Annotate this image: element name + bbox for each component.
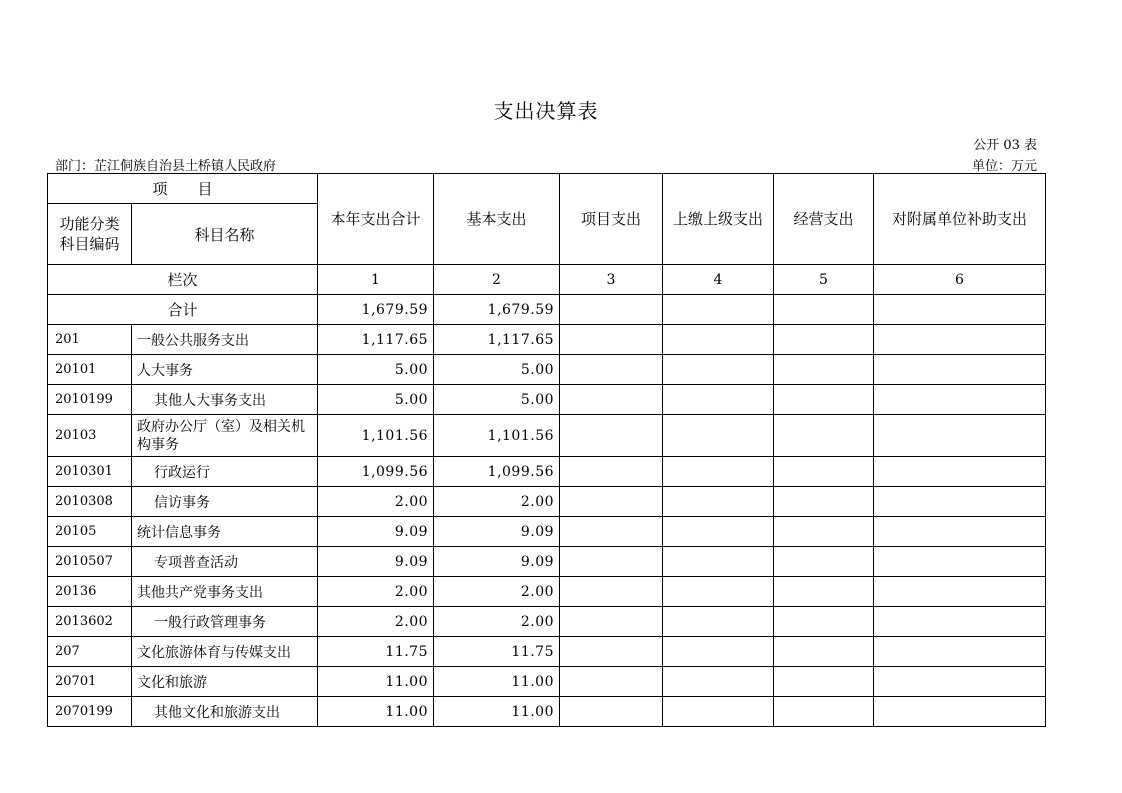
subject-name: 其他共产党事务支出 [132,577,318,607]
header-col-3: 项目支出 [560,174,663,265]
subject-name: 其他文化和旅游支出 [132,697,318,727]
form-code: 公开 03 表 [973,138,1037,153]
table-row [48,637,1046,667]
amount-cell [663,325,774,355]
total-row [48,295,1046,325]
header-col-1: 本年支出合计 [318,174,434,265]
amount-cell [663,667,774,697]
table-row [48,415,1046,457]
subject-code: 2010199 [48,385,132,415]
amount-cell: 9.09 [318,517,434,547]
table-row [48,547,1046,577]
subject-code: 2010308 [48,487,132,517]
amount-cell [874,637,1046,667]
amount-cell: 1,117.65 [434,325,560,355]
amount-cell: 2.00 [318,577,434,607]
subject-name: 统计信息事务 [132,517,318,547]
amount-cell: 5.00 [318,355,434,385]
subject-code: 2010301 [48,457,132,487]
total-label: 合计 [48,295,318,325]
column-number: 3 [560,265,663,295]
amount-cell: 5.00 [318,385,434,415]
subject-name: 政府办公厅（室）及相关机构事务 [132,415,318,457]
amount-cell [774,667,874,697]
amount-cell: 2.00 [434,607,560,637]
subject-code: 207 [48,637,132,667]
subject-name: 行政运行 [132,457,318,487]
header-item: 项 目 [48,174,318,204]
total-value [874,295,1046,325]
subject-code: 2070199 [48,697,132,727]
department-label: 部门：芷江侗族自治县土桥镇人民政府 [55,159,277,174]
amount-cell: 11.00 [318,697,434,727]
subject-name: 人大事务 [132,355,318,385]
amount-cell: 11.00 [318,667,434,697]
table-row [48,667,1046,697]
amount-cell [874,667,1046,697]
amount-cell [560,607,663,637]
amount-cell [874,415,1046,457]
column-number: 1 [318,265,434,295]
amount-cell: 2.00 [318,487,434,517]
amount-cell: 11.00 [434,697,560,727]
amount-cell [774,577,874,607]
amount-cell [560,697,663,727]
amount-cell [663,577,774,607]
header-col-2: 基本支出 [434,174,560,265]
amount-cell [774,355,874,385]
amount-cell [774,385,874,415]
amount-cell: 1,101.56 [318,415,434,457]
amount-cell [560,415,663,457]
table-row [48,385,1046,415]
row-label: 栏次 [48,265,318,295]
amount-cell [874,487,1046,517]
amount-cell [663,355,774,385]
subject-code: 20105 [48,517,132,547]
amount-cell [874,457,1046,487]
subject-name: 一般行政管理事务 [132,607,318,637]
amount-cell [560,355,663,385]
column-number: 6 [874,265,1046,295]
amount-cell [663,637,774,667]
amount-cell: 2.00 [434,487,560,517]
subject-name: 文化旅游体育与传媒支出 [132,637,318,667]
unit-label: 单位：万元 [971,159,1037,174]
amount-cell [663,487,774,517]
amount-cell [560,385,663,415]
table-row [48,517,1046,547]
amount-cell [774,637,874,667]
amount-cell [774,457,874,487]
column-number: 2 [434,265,560,295]
subject-name: 信访事务 [132,487,318,517]
amount-cell [774,487,874,517]
amount-cell: 1,099.56 [318,457,434,487]
subject-code: 2010507 [48,547,132,577]
amount-cell [663,607,774,637]
amount-cell [560,325,663,355]
amount-cell [874,577,1046,607]
total-value: 1,679.59 [434,295,560,325]
amount-cell [560,667,663,697]
amount-cell: 1,099.56 [434,457,560,487]
header-col-5: 经营支出 [774,174,874,265]
amount-cell: 9.09 [434,547,560,577]
subject-code: 20103 [48,415,132,457]
column-number: 5 [774,265,874,295]
total-value: 1,679.59 [318,295,434,325]
amount-cell [874,697,1046,727]
amount-cell [774,547,874,577]
expenditure-table [47,173,1046,727]
amount-cell [874,355,1046,385]
amount-cell: 9.09 [318,547,434,577]
table-row [48,487,1046,517]
amount-cell [874,547,1046,577]
amount-cell [663,457,774,487]
amount-cell: 1,117.65 [318,325,434,355]
total-value [774,295,874,325]
amount-cell: 11.75 [318,637,434,667]
header-code: 功能分类科目编码 [48,204,132,265]
amount-cell: 11.75 [434,637,560,667]
amount-cell: 11.00 [434,667,560,697]
amount-cell [774,325,874,355]
amount-cell [663,697,774,727]
amount-cell [663,547,774,577]
subject-code: 20136 [48,577,132,607]
amount-cell [774,607,874,637]
amount-cell: 2.00 [434,577,560,607]
amount-cell [560,547,663,577]
header-col-6: 对附属单位补助支出 [874,174,1046,265]
amount-cell [774,697,874,727]
table-row [48,577,1046,607]
amount-cell [663,385,774,415]
subject-name: 文化和旅游 [132,667,318,697]
subject-code: 201 [48,325,132,355]
subject-name: 其他人大事务支出 [132,385,318,415]
amount-cell [560,517,663,547]
subject-name: 专项普查活动 [132,547,318,577]
page-title: 支出决算表 [493,99,599,123]
amount-cell [560,457,663,487]
table-row [48,697,1046,727]
amount-cell [874,607,1046,637]
amount-cell: 9.09 [434,517,560,547]
subject-code: 20701 [48,667,132,697]
subject-name: 一般公共服务支出 [132,325,318,355]
header-name: 科目名称 [132,204,318,265]
amount-cell [560,487,663,517]
amount-cell: 5.00 [434,385,560,415]
amount-cell [774,415,874,457]
table-row [48,355,1046,385]
subject-code: 2013602 [48,607,132,637]
amount-cell [663,415,774,457]
header-col-4: 上缴上级支出 [663,174,774,265]
amount-cell [774,517,874,547]
amount-cell [560,637,663,667]
amount-cell [874,517,1046,547]
amount-cell [663,517,774,547]
amount-cell: 5.00 [434,355,560,385]
table-row [48,325,1046,355]
total-value [560,295,663,325]
amount-cell [874,325,1046,355]
table-row [48,607,1046,637]
total-value [663,295,774,325]
table-row [48,457,1046,487]
amount-cell [560,577,663,607]
amount-cell: 2.00 [318,607,434,637]
amount-cell [874,385,1046,415]
column-number: 4 [663,265,774,295]
amount-cell: 1,101.56 [434,415,560,457]
subject-code: 20101 [48,355,132,385]
